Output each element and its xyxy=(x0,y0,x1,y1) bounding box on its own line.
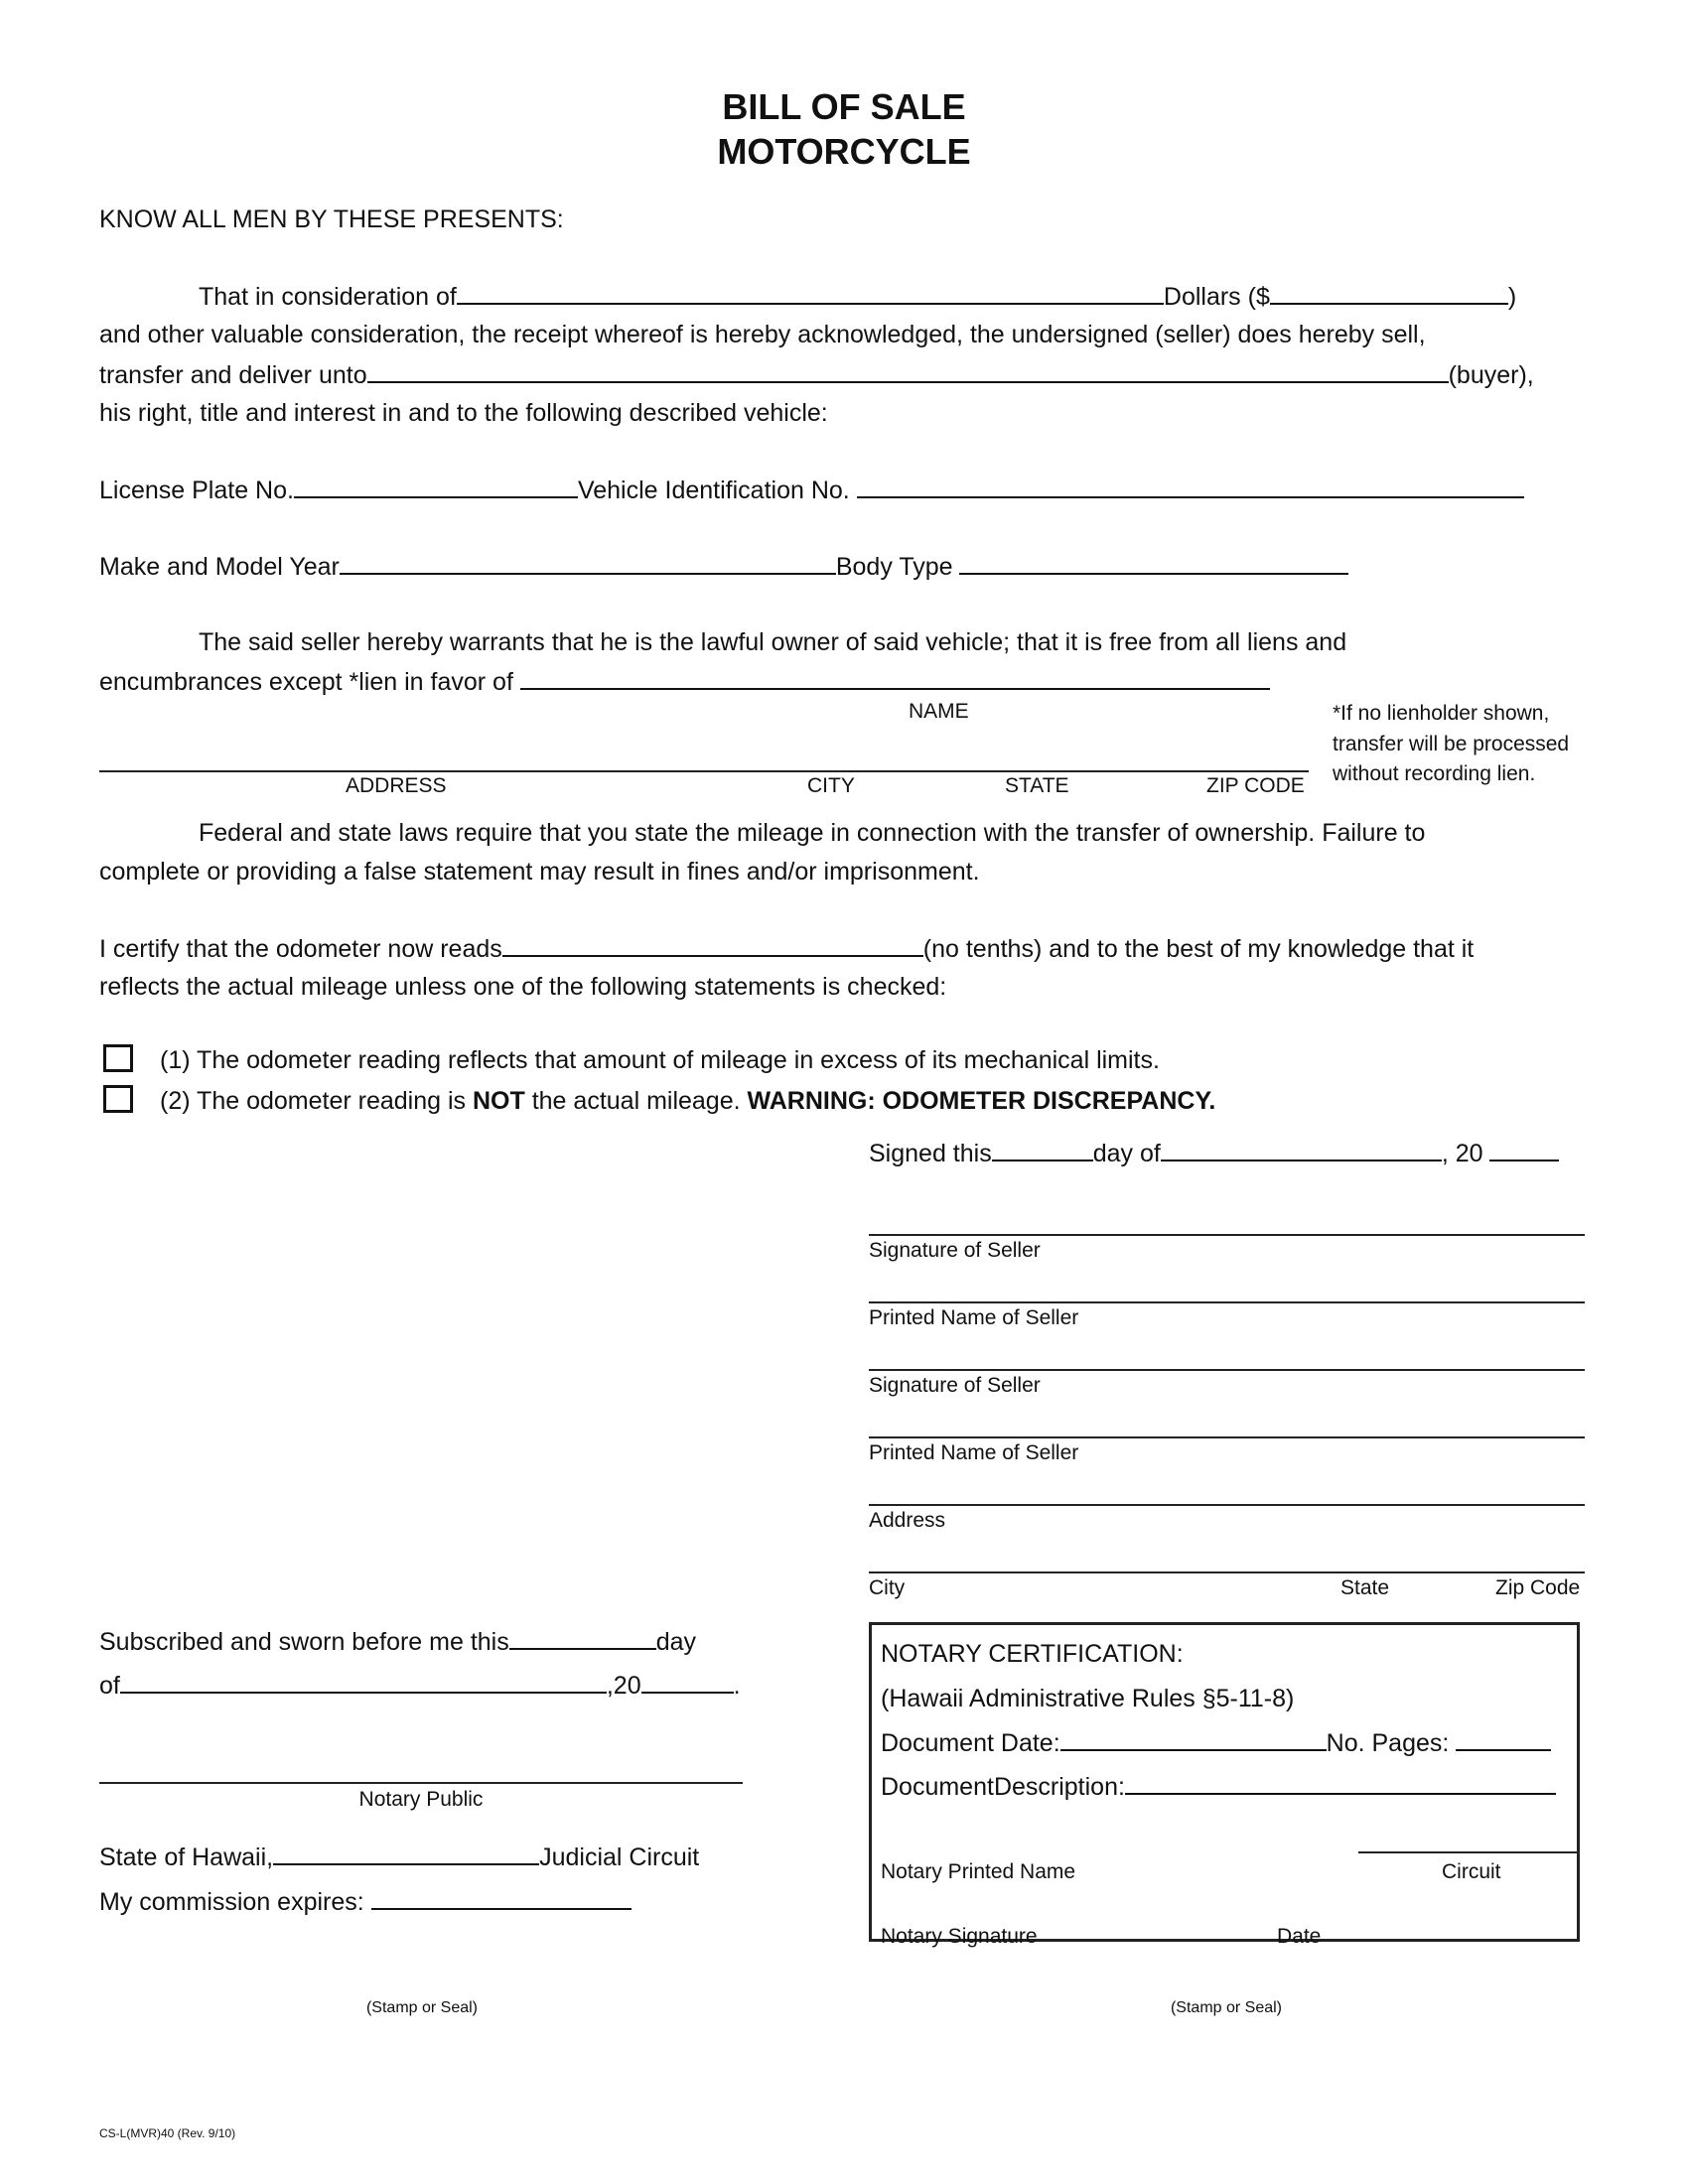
lien-line-1: The said seller hereby warrants that he is the lawful owner of said vehicle; that it is free from all liens and xyxy=(199,628,1347,656)
notary-cert-heading: NOTARY CERTIFICATION: xyxy=(881,1640,1184,1668)
sworn-of-line xyxy=(99,1670,741,1701)
zip-caption: ZIP CODE xyxy=(1206,774,1305,797)
odometer-warning: WARNING: ODOMETER DISCREPANCY. xyxy=(747,1087,1216,1115)
document-subtitle: MOTORCYCLE xyxy=(717,131,971,172)
state-of-hawaii-line xyxy=(99,1842,699,1872)
seller-city-state-zip-field[interactable] xyxy=(869,1571,1585,1573)
license-plate-label: License Plate No. xyxy=(99,477,294,504)
lien-label: encumbrances except *lien in favor of xyxy=(99,668,513,696)
not-actual-mileage-checkbox[interactable] xyxy=(103,1085,133,1113)
judicial-circuit-label: Judicial Circuit xyxy=(539,1843,700,1871)
seller-printed-name-2-label: Printed Name of Seller xyxy=(869,1441,1079,1464)
intro-line-2: and other valuable consideration, the receipt whereof is hereby acknowledged, the undersigned (seller) does hereby sell, xyxy=(99,321,1426,348)
document-title: BILL OF SALE xyxy=(722,86,966,127)
form-code: CS-L(MVR)40 (Rev. 9/10) xyxy=(99,2126,236,2140)
judicial-circuit-field[interactable] xyxy=(273,1842,539,1865)
signed-month-field[interactable] xyxy=(1161,1138,1442,1161)
circuit-field[interactable] xyxy=(1358,1851,1577,1853)
odometer-field[interactable] xyxy=(502,933,923,957)
statement-1: (1) The odometer reading reflects that amount of mileage in excess of its mechanical limits. xyxy=(160,1046,1160,1074)
seller-printed-name-1-field[interactable] xyxy=(869,1301,1585,1303)
document-date-field[interactable] xyxy=(1060,1727,1327,1751)
subscribed-label: Subscribed and sworn before me this xyxy=(99,1628,509,1656)
vin-field[interactable] xyxy=(857,475,1524,498)
stamp-seal-left: (Stamp or Seal) xyxy=(365,1999,479,2016)
signed-day-field[interactable] xyxy=(992,1138,1093,1161)
statement-2-mid: the actual mileage. xyxy=(524,1087,748,1115)
lien-line-2 xyxy=(99,666,1270,697)
notary-rules: (Hawaii Administrative Rules §5-11-8) xyxy=(881,1685,1295,1712)
intro-heading: KNOW ALL MEN BY THESE PRESENTS: xyxy=(99,205,564,233)
sworn-year-label: ,20 xyxy=(606,1672,641,1700)
document-date-line xyxy=(881,1727,1551,1758)
dollars-amount-field[interactable] xyxy=(1270,281,1508,305)
year-prefix: , 20 xyxy=(1441,1140,1483,1167)
buyer-label: (buyer), xyxy=(1448,361,1534,389)
notary-printed-name-label: Notary Printed Name xyxy=(881,1860,1076,1883)
seller-address-field[interactable] xyxy=(869,1504,1585,1506)
document-description-line xyxy=(881,1771,1556,1802)
seller-address-label: Address xyxy=(869,1509,946,1532)
transfer-line xyxy=(99,359,1534,390)
seller-printed-name-2-field[interactable] xyxy=(869,1436,1585,1438)
consideration-field[interactable] xyxy=(457,281,1164,305)
federal-line-2: complete or providing a false statement may result in fines and/or imprisonment. xyxy=(99,858,980,886)
lienholder-name-field[interactable] xyxy=(520,666,1270,690)
sworn-day-field[interactable] xyxy=(509,1626,656,1650)
sworn-year-field[interactable] xyxy=(641,1670,734,1694)
license-vin-line xyxy=(99,475,1524,505)
commission-label: My commission expires: xyxy=(99,1888,364,1916)
lien-note-2: transfer will be processed xyxy=(1333,733,1570,755)
city-caption: CITY xyxy=(807,774,855,797)
vin-label: Vehicle Identification No. xyxy=(577,477,850,504)
signed-this-label: Signed this xyxy=(869,1140,992,1167)
sworn-period: . xyxy=(733,1672,741,1700)
document-date-label: Document Date: xyxy=(881,1729,1060,1757)
body-type-field[interactable] xyxy=(959,551,1348,575)
no-pages-field[interactable] xyxy=(1456,1727,1551,1751)
intro-line-4: his right, title and interest in and to the following described vehicle: xyxy=(99,399,828,427)
seller-signature-2-field[interactable] xyxy=(869,1369,1585,1371)
document-description-label: DocumentDescription: xyxy=(881,1773,1125,1801)
sworn-month-field[interactable] xyxy=(120,1670,607,1694)
state-caption: STATE xyxy=(1005,774,1069,797)
state-of-hawaii-label: State of Hawaii, xyxy=(99,1843,274,1871)
sworn-of-label: of xyxy=(99,1672,120,1700)
certify-label: I certify that the odometer now reads xyxy=(99,935,502,963)
notary-signature-label: Notary Signature xyxy=(881,1925,1038,1948)
make-model-label: Make and Model Year xyxy=(99,553,340,581)
commission-line xyxy=(99,1886,632,1917)
lienholder-address-field[interactable] xyxy=(99,770,1309,772)
no-tenths-label: (no tenths) and to the best of my knowledge that it xyxy=(922,935,1475,963)
seller-zip-label: Zip Code xyxy=(1495,1576,1581,1599)
signed-line xyxy=(869,1138,1559,1168)
notary-public-signature-field[interactable] xyxy=(99,1782,743,1784)
circuit-label: Circuit xyxy=(1442,1860,1501,1883)
name-caption: NAME xyxy=(909,700,969,723)
transfer-label: transfer and deliver unto xyxy=(99,361,367,389)
seller-printed-name-1-label: Printed Name of Seller xyxy=(869,1306,1079,1329)
notary-certification-box xyxy=(869,1622,1580,1948)
notary-public-label: Notary Public xyxy=(358,1788,484,1811)
statement-2-not: NOT xyxy=(472,1087,525,1115)
make-body-line xyxy=(99,551,1348,582)
no-pages-label: No. Pages: xyxy=(1326,1729,1450,1757)
buyer-field[interactable] xyxy=(367,359,1449,383)
license-plate-field[interactable] xyxy=(294,475,578,498)
day-of-label: day of xyxy=(1092,1140,1161,1167)
certify-line-2: reflects the actual mileage unless one of the following statements is checked: xyxy=(99,973,947,1001)
body-type-label: Body Type xyxy=(835,553,953,581)
commission-expires-field[interactable] xyxy=(371,1886,632,1910)
consideration-line xyxy=(199,281,1516,312)
lien-note-1: *If no lienholder shown, xyxy=(1333,702,1550,725)
statement-2-text: (2) The odometer reading is xyxy=(160,1087,473,1115)
seller-signature-2-label: Signature of Seller xyxy=(869,1374,1041,1397)
make-model-field[interactable] xyxy=(340,551,836,575)
dollars-close: ) xyxy=(1507,283,1517,311)
consideration-label: That in consideration of xyxy=(199,283,457,311)
statement-2 xyxy=(160,1086,1215,1116)
dollars-label: Dollars ($ xyxy=(1163,283,1270,311)
subscribed-line xyxy=(99,1626,696,1657)
lien-note-3: without recording lien. xyxy=(1333,762,1536,785)
federal-line-1: Federal and state laws require that you state the mileage in connection with the transfer of ownership. Failure to xyxy=(199,819,1426,847)
seller-signature-1-field[interactable] xyxy=(869,1234,1585,1236)
address-caption: ADDRESS xyxy=(346,774,447,797)
document-description-field[interactable] xyxy=(1125,1771,1556,1795)
stamp-seal-right: (Stamp or Seal) xyxy=(1170,1999,1283,2016)
sworn-day-label: day xyxy=(655,1628,697,1656)
certify-line xyxy=(99,933,1474,964)
seller-state-label: State xyxy=(1340,1576,1390,1599)
signed-year-field[interactable] xyxy=(1489,1138,1559,1161)
mechanical-limits-checkbox[interactable] xyxy=(103,1044,133,1072)
seller-signature-1-label: Signature of Seller xyxy=(869,1239,1041,1262)
seller-city-label: City xyxy=(869,1576,906,1599)
notary-date-label: Date xyxy=(1277,1925,1322,1948)
